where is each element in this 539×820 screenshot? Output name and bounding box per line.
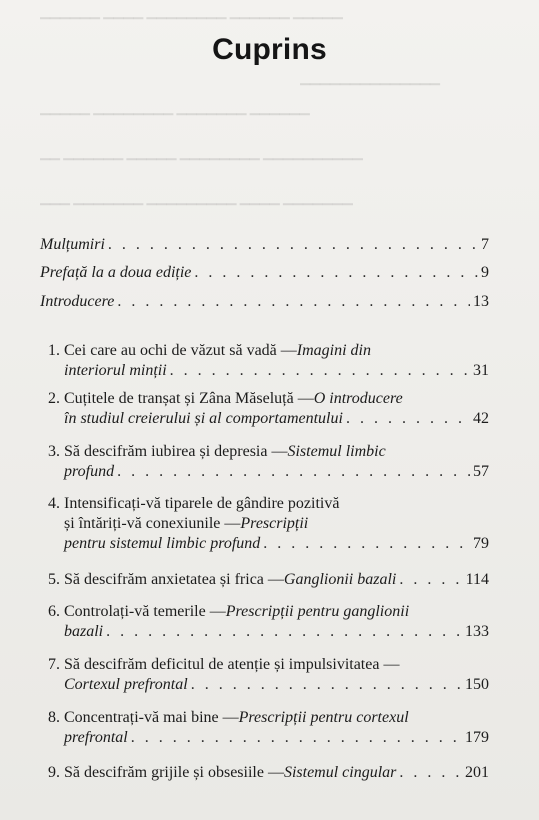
chapter-number: 3.: [48, 443, 60, 460]
toc-chapter-4: [48, 494, 489, 554]
chapter-title: Să descifrăm iubirea și depresia —: [64, 443, 288, 460]
toc-page-number: 9: [481, 264, 489, 281]
leader-dots: [117, 462, 470, 482]
chapter-title: Să descifrăm deficitul de atenție și impulsivitatea —: [64, 656, 400, 673]
chapter-subtitle: bazali: [64, 623, 104, 640]
toc-page-number: 57: [473, 463, 489, 480]
toc-page-number: 179: [465, 729, 489, 746]
chapter-subtitle: pentru sistemul limbic profund: [64, 535, 261, 552]
leader-dots: [131, 728, 462, 748]
chapter-number: 7.: [48, 656, 60, 673]
bleed-through-texture: ▁▁▁▁▁▁ ▁▁▁▁ ▁▁▁▁▁▁▁▁ ▁▁▁▁▁▁ ▁▁▁▁▁: [40, 4, 343, 19]
leader-dots: [346, 409, 470, 429]
toc-chapter-9: [48, 763, 489, 783]
bleed-through-texture: ▁▁▁ ▁▁▁▁▁▁▁ ▁▁▁▁▁▁▁▁▁ ▁▁▁▁ ▁▁▁▁▁▁▁: [40, 190, 353, 205]
leader-dots: [106, 622, 462, 642]
chapter-number: 4.: [48, 495, 60, 512]
chapter-subtitle: Sistemul limbic: [287, 443, 386, 460]
toc-entry-title: Prefață la a doua ediție: [40, 264, 192, 281]
chapter-number: 1.: [48, 342, 60, 359]
page-title: Cuprins: [212, 33, 327, 66]
toc-page-number: 201: [465, 764, 489, 781]
chapter-subtitle: interiorul minții: [64, 362, 167, 379]
bleed-through-texture: ▁▁ ▁▁▁▁▁▁ ▁▁▁▁▁ ▁▁▁▁▁▁▁▁ ▁▁▁▁▁▁▁▁▁▁: [40, 145, 363, 160]
chapter-number: 9.: [48, 764, 60, 781]
leader-dots: [194, 263, 478, 283]
toc-page-number: 31: [473, 362, 489, 379]
toc-entry-title: Introducere: [40, 293, 115, 310]
chapter-subtitle: Prescripții pentru cortexul: [238, 709, 409, 726]
toc-chapter-5: [48, 570, 489, 590]
chapter-subtitle: Imagini din: [296, 342, 371, 359]
bleed-through-texture: ▁▁▁▁▁▁▁▁▁▁▁▁▁▁: [300, 70, 440, 85]
chapter-title: Concentrați-vă mai bine —: [64, 709, 239, 726]
leader-dots: [108, 235, 478, 255]
chapter-title: Intensificați-vă tiparele de gândire pozitivă: [64, 495, 340, 512]
chapter-title: Cei care au ochi de văzut să vadă —: [64, 342, 297, 359]
toc-entry-title: Mulțumiri: [40, 236, 105, 253]
chapter-subtitle: Prescripții: [240, 515, 309, 532]
toc-page-number: 42: [473, 410, 489, 427]
chapter-number: 5.: [48, 571, 60, 588]
chapter-number: 8.: [48, 709, 60, 726]
chapter-subtitle: Sistemul cingular: [283, 764, 397, 781]
toc-entry: [40, 292, 489, 312]
toc-page-number: 7: [481, 236, 489, 253]
leader-dots: [399, 763, 462, 783]
chapter-number: 6.: [48, 603, 60, 620]
toc-page-number: 13: [473, 293, 489, 310]
toc-chapter-8: [48, 708, 489, 748]
chapter-subtitle: prefrontal: [64, 729, 128, 746]
chapter-title: Controlați-vă temerile —: [64, 603, 226, 620]
bleed-through-texture: ▁▁▁▁▁ ▁▁▁▁▁▁▁▁ ▁▁▁▁▁▁▁ ▁▁▁▁▁▁: [40, 100, 310, 115]
toc-entry: [40, 235, 489, 255]
chapter-title: Să descifrăm anxietatea și frica —: [64, 571, 284, 588]
toc-page-number: 114: [465, 571, 489, 588]
toc-chapter-3: [48, 442, 489, 482]
toc-page-number: 150: [465, 676, 489, 693]
chapter-subtitle: Prescripții pentru ganglionii: [225, 603, 410, 620]
toc-page-number: 133: [465, 623, 489, 640]
chapter-subtitle: profund: [64, 463, 115, 480]
toc-entry: [40, 263, 489, 283]
toc-chapter-7: [48, 655, 489, 695]
toc-chapter-2: [48, 389, 489, 429]
chapter-title: Cuțitele de tranșat și Zâna Măseluță —: [64, 390, 314, 407]
leader-dots: [191, 675, 462, 695]
chapter-title: Să descifrăm grijile și obsesiile —: [64, 764, 284, 781]
chapter-subtitle: Cortexul prefrontal: [64, 676, 188, 693]
chapter-number: 2.: [48, 390, 60, 407]
toc-chapter-1: [48, 341, 489, 381]
toc-chapter-6: [48, 602, 489, 642]
toc-page-number: 79: [473, 535, 489, 552]
chapter-title: și întăriți-vă conexiunile —: [64, 515, 241, 532]
chapter-subtitle: O introducere: [313, 390, 403, 407]
leader-dots: [399, 570, 462, 590]
leader-dots: [117, 292, 470, 312]
chapter-subtitle: în studiul creierului și al comportamentului: [64, 410, 343, 427]
leader-dots: [263, 534, 470, 554]
leader-dots: [170, 361, 470, 381]
chapter-subtitle: Ganglionii bazali: [283, 571, 397, 588]
